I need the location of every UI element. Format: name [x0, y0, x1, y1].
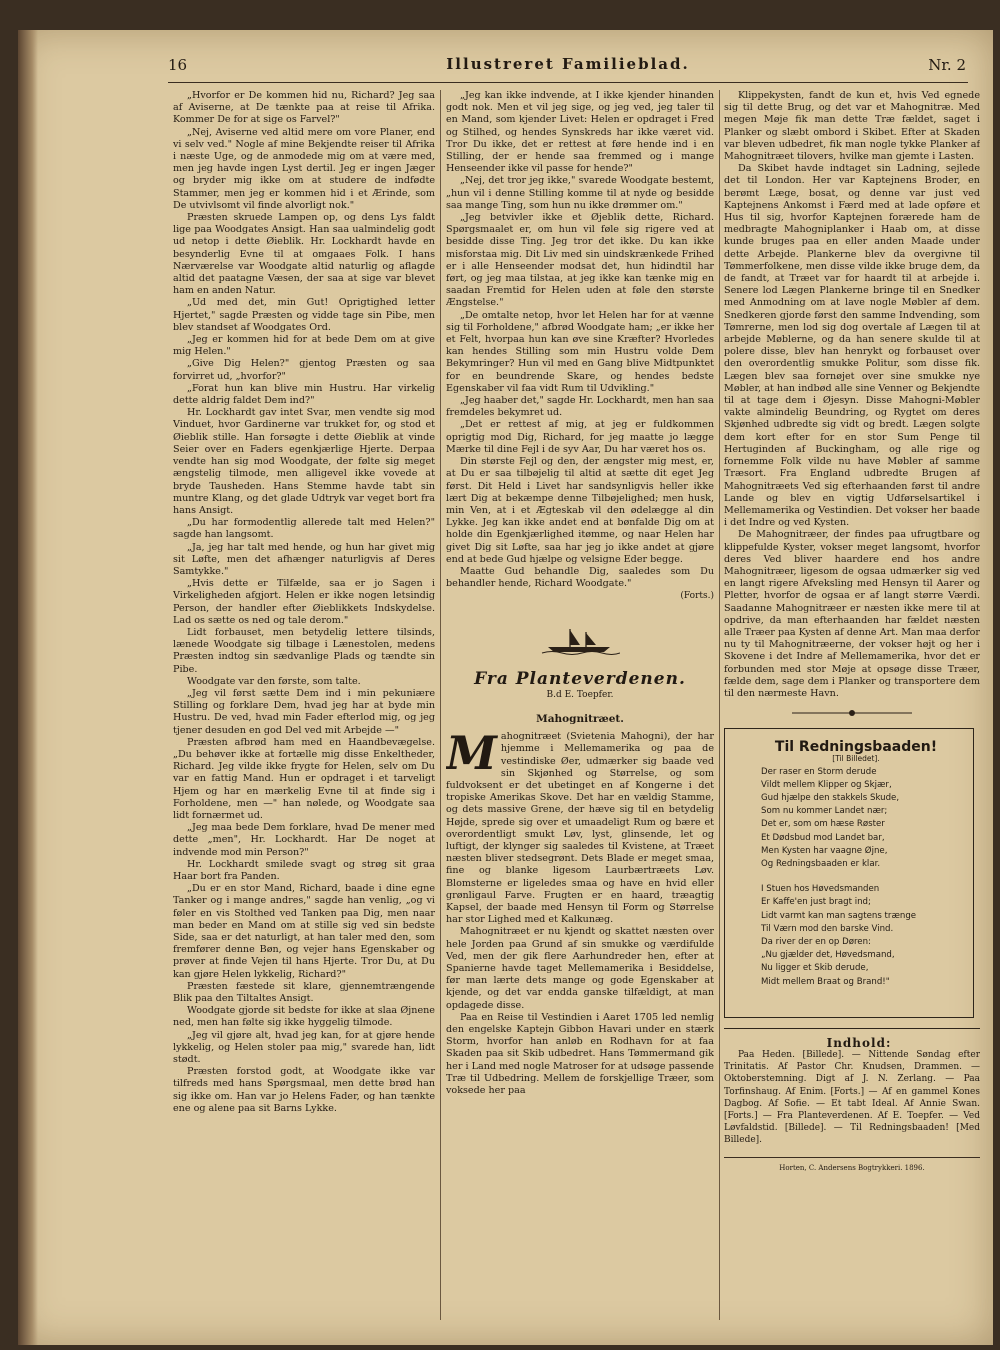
drop-cap: M [446, 726, 497, 781]
contents-title: Indhold: [826, 1035, 892, 1050]
poem-line: Vildt mellem Klipper og Skjær, [761, 779, 892, 790]
article-paragraph: Klippekysten, fandt de kun et, hvis Ved egnede sig til dette Brug, og det var et Mahognitræ. Med megen Møje fik man dette Træ fældet, saget i Planker og slæbt ombord i Skibet. Efter at Skaden var bleven udbedret, fik man nogle tykke Planker af Mahognitræet tilovers, hvilke man gjemte i Lasten. [724, 90, 980, 163]
article-mahogany [446, 726, 714, 1097]
poem-line: Men Kysten har vaagne Øjne, [761, 845, 888, 856]
article-continuation [724, 90, 980, 700]
section-byline: B.d E. Toepfer. [546, 689, 614, 700]
column-right [724, 90, 980, 1330]
story-paragraph: Maatte Gud behandle Dig, saaledes som Du behandler hende, Richard Woodgate." [446, 565, 714, 590]
poem-line: Nu ligger et Skib derude, [761, 963, 869, 974]
article-paragraph: Mahognitræet (Svietenia Mahogni), der har hjemme i Mellemamerika og paa de vestindiske Øer, udmærker sig baade ved sin Skjønhed og Størrelse, og som fuldvoksent er det ubetinget en af Kongerne i det tropiske Amerikas Skove. Det har en vældig Stamme, og dets massive Grene, der hæve sig til en betydelig Højde, sprede sig over et umaadeligt Rum og bære et overordentligt smukt Løv, lyst, glinsende, let og luftigt, der klynger sig saaledes til Kvistene, at Træet næsten bliver stedsegrønt. Dets Blade er meget smaa, fine og blanke ligesom Laurbærtræets Løv. Blomsterne er ligeledes smaa og have en hvid eller grønligaul Farve. Frugten er en haard, træagtig Kapsel, der baade med Hensyn til Form og Størrelse har stor Lighed med et Kalkunæg. [446, 726, 714, 926]
story-paragraph: Woodgate var den første, som talte. [187, 675, 361, 687]
story-paragraph: „Give Dig Helen?" gjentog Præsten og saa forvirret ud, „hvorfor?" [173, 358, 435, 382]
poem-line: Som nu kommer Landet nær; [761, 806, 888, 817]
story-paragraph: „Du har formodentlig allerede talt med Helen?" sagde han langsomt. [173, 517, 435, 541]
poem-line: Midt mellem Braat og Brand!" [761, 976, 890, 987]
story-paragraph: Lidt forbauset, men betydelig lettere tilsinds, lænede Woodgate sig tilbage i Lænestolen, medens Præsten indtog sin sædvanlige Plads og tændte sin Pibe. [173, 626, 435, 675]
story-paragraph: „Jeg betvivler ikke et Øjeblik dette, Richard. Spørgsmaalet er, om hun vil føle sig rigere ved at besidde disse Ting. Jeg tror det ikke. Du kan ikke misforstaa mig. Dit Liv med sin uindskrænkede Frihed er i alle Henseender modsat det, hun hidindtil har ført, og jeg maa tilstaa, at jeg ikke kan tænke mig en saadan Fremtid for Helen uden at føle den største Ængstelse." [446, 212, 714, 309]
poem-line: Det er, som om hæse Røster [761, 819, 885, 830]
poem-line: Til Værn mod den barske Vind. [761, 923, 894, 934]
story-paragraph: Præsten afbrød ham med en Haandbevægelse. „Du behøver ikke at fortælle mig disse Enkeltheder, Richard. Jeg vilde ikke frygte for Helen, selv om Du var en fattig Mand. Hun er opdraget i et tarveligt Hjem og har en mærkelig Evne til at finde sig i Forholdene, men —" han nølede, og Woodgate saa lidt fornærmet ud. [173, 736, 435, 821]
story-paragraph: Præsten fæstede sit klare, gjennemtrængende Blik paa den Tiltaltes Ansigt. [173, 980, 435, 1005]
column-story-left [173, 90, 435, 1330]
story-paragraph: „Jeg maa bede Dem forklare, hvad De mener med dette „men", Hr. Lockhardt. Har De noget at indvende mod min Person?" [173, 822, 435, 858]
page-header [168, 52, 968, 83]
story-paragraph: Præsten skruede Lampen op, og dens Lys faldt lige paa Woodgates Ansigt. Han saa ualmindelig godt ud netop i dette Øieblik. Hr. Lockhardt havde en besynderlig Evne til at omgaaes Folk. I hans Nærværelse var Woodgate altid naturlig og aflagde altid det paatagne Væsen, der saa at sige var blevet ham en anden Natur. [173, 212, 435, 297]
column-middle [446, 90, 714, 1330]
poem-body [735, 766, 963, 989]
poem-box [724, 728, 974, 1018]
story-continuation [446, 90, 714, 590]
poem-stanza [761, 766, 963, 872]
article-paragraph: Mahognitræet er nu kjendt og skattet næsten over hele Jorden paa Grund af sin smukke og værdifulde Ved, men der gik flere Aarhundreder hen, efter at Spanierne havde taget Mellemamerika i Besiddelse, før man lærte dets mange og gode Egenskaber at kjende, og det var endda ganske tilfældigt, at man opdagede disse. [446, 926, 714, 1011]
ornament-divider-icon [792, 708, 912, 718]
story-paragraph: „Nej, det tror jeg ikke," svarede Woodgate bestemt, „hun vil i denne Stilling komme til at nyde og besidde saa mange Ting, som hun nu ikke drømmer om." [446, 175, 714, 211]
article-paragraph: Da Skibet havde indtaget sin Ladning, sejlede det til London. Her var Kaptejnens Broder, en berømt Læge, bosat, og denne var just ved Kaptejnens Ankomst i Færd med at lade opføre et Hus til sig, hvorfor Kaptejnen forærede ham de medbragte Mahogniplanker i Haab om, at disse kunde bruges paa en eller anden Maade under dette Arbejde. Plankerne blev da overgivne til Tømmerfolkene, men disse vilde ikke bruge dem, da de fandt, at Træet var for haardt til at arbejde i. Senere lod Lægen Plankerne bringe til en Snedker med Anmodning om at lave nogle Møbler af dem. Snedkeren gjorde først den samme Indvending, som Tømrerne, men lod sig dog overtale af Lægen til at arbejde Møblerne, og da han senere skulde til at polere disse, blev han henrykt og forbauset over den overordentlig smukke Politur, som disse fik. Lægen blev saa fornøjet over sine smukke nye Møbler, at han indbød alle sine Venner og Bekjendte til at tage dem i Øjesyn. Disse Mahogni-Møbler vakte almindelig Beundring, og Rygtet om deres Skjønhed udbredte sig vidt og bredt. Lægen solgte dem kort efter for en stor Sum Penge til Hertuginden af Buckingham, og alle rige og fornemme Folk vilde nu have Møbler af samme Træsort. Fra England udbredte Brugen af Mahognitræets Ved sig efterhaanden først til andre Lande og blev en vigtig Udførselsartikel i Mellemamerika og Vestindien. Det vokser her baade i det Indre og ved Kysten. [724, 163, 980, 529]
poem-line: Og Redningsbaaden er klar. [761, 858, 881, 869]
story-paragraph: „Hvis dette er Tilfælde, saa er jo Sagen i Virkeligheden afgjort. Helen er ikke nogen letsindig Person, der handler efter Øieblikkets Indskydelse. Lad os sætte os ned og tale derom." [173, 578, 435, 626]
contents-box [724, 1028, 980, 1174]
story-paragraph: „Ud med det, min Gut! Oprigtighed letter Hjertet," sagde Præsten og vidde tage sin Pibe, men blev standset af Woodgates Ord. [173, 297, 435, 333]
poem-stanza [761, 883, 963, 989]
story-paragraph: „Forat hun kan blive min Hustru. Har virkelig dette aldrig faldet Dem ind?" [173, 382, 435, 407]
poem-line: Gud hjælpe den stakkels Skude, [761, 792, 900, 803]
story-paragraph: Din største Fejl og den, der ængster mig mest, er, at Du er saa tilbøjelig til altid at sætte dit eget Jeg først. Dit Held i Livet har sandsynligvis heller ikke lært Dig at bekæmpe denne Tilbøjelighed; men husk, min Ven, at i et Ægteskab vil den ødelægge al din Lykke. Jeg kan ikke andet end at bønfalde Dig om at holde din Egenkjærlighed itømme, og naar Helen har givet Dig sit Løfte, saa har jeg jo ikke andet at gjøre end at bede Gud hjælpe og velsigne Eder begge. [446, 456, 714, 565]
poem-line: Lidt varmt kan man sagtens trænge [761, 910, 917, 921]
story-paragraph: „Hvorfor er De kommen hid nu, Richard? Jeg saa af Aviserne, at De tænkte paa at reise til Afrika. Kommer De for at sige os Farvel?" [173, 90, 435, 126]
newspaper-page [18, 30, 993, 1345]
story-paragraph: „Nej, Aviserne ved altid mere om vore Planer, end vi selv ved." Nogle af mine Bekjendte reiser til Afrika i næste Uge, og de anmodede mig om at være med, men jeg havde ingen Lyst dertil. Jeg er ingen Jæger og bryder mig ikke om at studere de indfødte Stammer, men jeg er kommen hid i et Ærinde, som De utvivlsomt vil finde alvorligt nok." [173, 126, 435, 211]
poem-line: I Stuen hos Høvedsmanden [761, 884, 880, 895]
story-paragraph: „Jeg haaber det," sagde Hr. Lockhardt, men han saa fremdeles bekymret ud. [446, 395, 714, 419]
story-paragraph: Præsten forstod godt, at Woodgate ikke var tilfreds med hans Spørgsmaal, men dette brød han sig ikke om. Han var jo Helens Fader, og han tænkte ene og alene paa sit Barns Lykke. [173, 1066, 435, 1114]
page-number: 16 [168, 56, 188, 74]
story-paragraph: Hr. Lockhardt gav intet Svar, men vendte sig mod Vinduet, hvor Gardinerne var trukket for, og stod et Øieblik stille. Han forsøgte i dette Øieblik at vinde Seier over en Faders egenkjærlige Hjerte. Derpaa vendte han sig mod Woodgate, der følte sig meget ængstelig tilmode, men alligevel ikke vovede at bryde Taushedеn. Hans Stemme havde tabt sin muntre Klang, og det glade Udtryk var veget bort fra hans Ansigt. [173, 407, 435, 516]
contents-text: Paa Heden. [Billede]. — Nittende Søndag efter Trinitatis. Af Pastor Chr. Knudsen, Drammen. — Oktoberstemning. Digt af J. N. Zerlang. — Paa Torfinshaug. Af Enim. [Forts.] — Af en gammel Kones Dagbog. Af Sofie. — Et tabt Ideal. Af Annie Swan. [Forts.] — Fra Planteverdenen. Af E. Toepfer. — Ved Løvfaldstid. [Billede]. — Til Redningsbaaden! [Med Billede]. [724, 1050, 980, 1146]
story-paragraph: „Du er en stor Mand, Richard, baade i dine egne Tanker og i mange andres," sagde han venlig, „og vi føler en vis Stolthed ved Tanken paa Dig, men naar man beder en Mand om at stille sig ved sin bedste Side, saa er det naturligt, at han taler med den, som fremfører denne Bøn, og vejer hans Egenskaber og prøver at finde Vejen til hans Hjerte. Tror Du, at Du kan gjøre Helen lykkelig, Richard?" [173, 883, 435, 980]
poem-line: Der raser en Storm derude [761, 766, 877, 777]
story-paragraph: „Jeg kan ikke indvende, at I ikke kjender hinanden godt nok. Men et vil jeg sige, og jeg ved, jeg taler til en Mand, som kjender Livet: Helen er opdraget i Fred og Stilhed, og hendes Synskreds har ikke været vid. Tror Du ikke, det er rettest at føre hende ind i en Stilling, der er hende saa fremmed og i mange Henseender ikke vil passe for hende?" [446, 90, 714, 175]
continued-note: (Forts.) [680, 591, 714, 602]
article-subhead: Mahognitræet. [536, 712, 624, 725]
masthead-title: Illustreret Familieblad. [446, 55, 690, 73]
column-rule [440, 90, 441, 1320]
issue-number: Nr. 2 [928, 56, 966, 74]
poem-line: Da river der en op Døren: [761, 937, 871, 947]
story-paragraph: Hr. Lockhardt smilede svagt og strøg sit graa Haar bort fra Panden. [173, 858, 435, 882]
story-paragraph: „Jeg er kommen hid for at bede Dem om at give mig Helen." [173, 334, 435, 358]
column-rule [719, 90, 720, 1320]
article-paragraph: Paa en Reise til Vestindien i Aaret 1705 led nemlig den engelske Kaptejn Gibbon Havari under en stærk Storm, hvorfor han anløb en Rodhavn for at faa Skaden paa sit Skib udbedret. Hans Tømmermand gik her i Land med nogle Matroser for at udsøge passende Træ til Udbedring. Mellem de forskjellige Træer, som voksede her paa [446, 1011, 714, 1097]
book-spine [18, 30, 38, 1345]
poem-title: Til Redningsbaaden! [774, 739, 938, 756]
story-paragraph: „Det er rettest af mig, at jeg er fuldkommen oprigtig mod Dig, Richard, for jeg maatte jo lægge Mærke til dine Fejl i de syv Aar, Du har været hos os. [446, 419, 714, 455]
poem-subtitle: [Til Billedet]. [832, 754, 880, 764]
poem-line: „Nu gjælder det, Høvedsmand, [761, 950, 895, 961]
section-title: Fra Planteverdenen. [474, 668, 686, 689]
ship-vignette-icon [540, 625, 620, 655]
poem-line: Er Kaffe'en just bragt ind; [761, 897, 871, 908]
story-paragraph: „De omtalte netop, hvor let Helen har for at vænne sig til Forholdene," afbrød Woodgate ham; „er ikke her et Felt, hvorpaa hun kan øve sine Kræfter? Hvorledes kan hendes Stilling som min Hustru volde Dem Bekymringer? Hun vil med en Gang blive Midtpunktet for en beundrende Skare, og hendes bedste Egenskaber vil faa vidt Rum til Udvikling." [446, 309, 714, 394]
story-paragraph: „Jeg vil først sætte Dem ind i min pekuniære Stilling og forklare Dem, hvad jeg har at byde min Hustru. De ved, hvad min Fader efterlod mig, og jeg tjener desuden en god Del ved mit Arbejde —" [173, 687, 435, 736]
story-paragraph: „Ja, jeg har talt med hende, og hun har givet mig sit Løfte, men det afhænger naturligvis af Deres Samtykke." [173, 541, 435, 577]
article-paragraph: De Mahognitræer, der findes paa ufrugtbare og klippefulde Kyster, vokser meget langsomt, hvorfor deres Ved bliver haardere end hos andre Mahognitræer, ligesom de ogsaa udmærker sig ved en langt rigere Afveksling med Hensyn til Aarer og Pletter, hvorfor de ogsaa er af langt større Værdi. Saadanne Mahognitræer er næsten ikke mere til at opdrive, da man efterhaanden har fældet næsten alle Træer paa Kysten af denne Art. Man maa derfor nu ty til Mahognitræerne, der vokser højt og her i Skovene i det Indre af Mellemamerika, hvor det er forbunden med stor Møje at opsøge disse Træer, fælde dem, sage dem i Planker og transportere dem til den nærmeste Havn. [724, 529, 980, 699]
story-paragraph: „Jeg vil gjøre alt, hvad jeg kan, for at gjøre hende lykkelig, og Helen stoler paa mig," svarede han, lidt stødt. [173, 1029, 435, 1066]
poem-line: Et Dødsbud mod Landet bar, [761, 832, 885, 843]
printer-imprint: Horten, C. Andersens Bogtrykkeri. 1896. [724, 1157, 980, 1174]
story-paragraph: Woodgate gjorde sit bedste for ikke at slaa Øjnene ned, men han følte sig ikke hyggelig tilmode. [173, 1005, 435, 1029]
